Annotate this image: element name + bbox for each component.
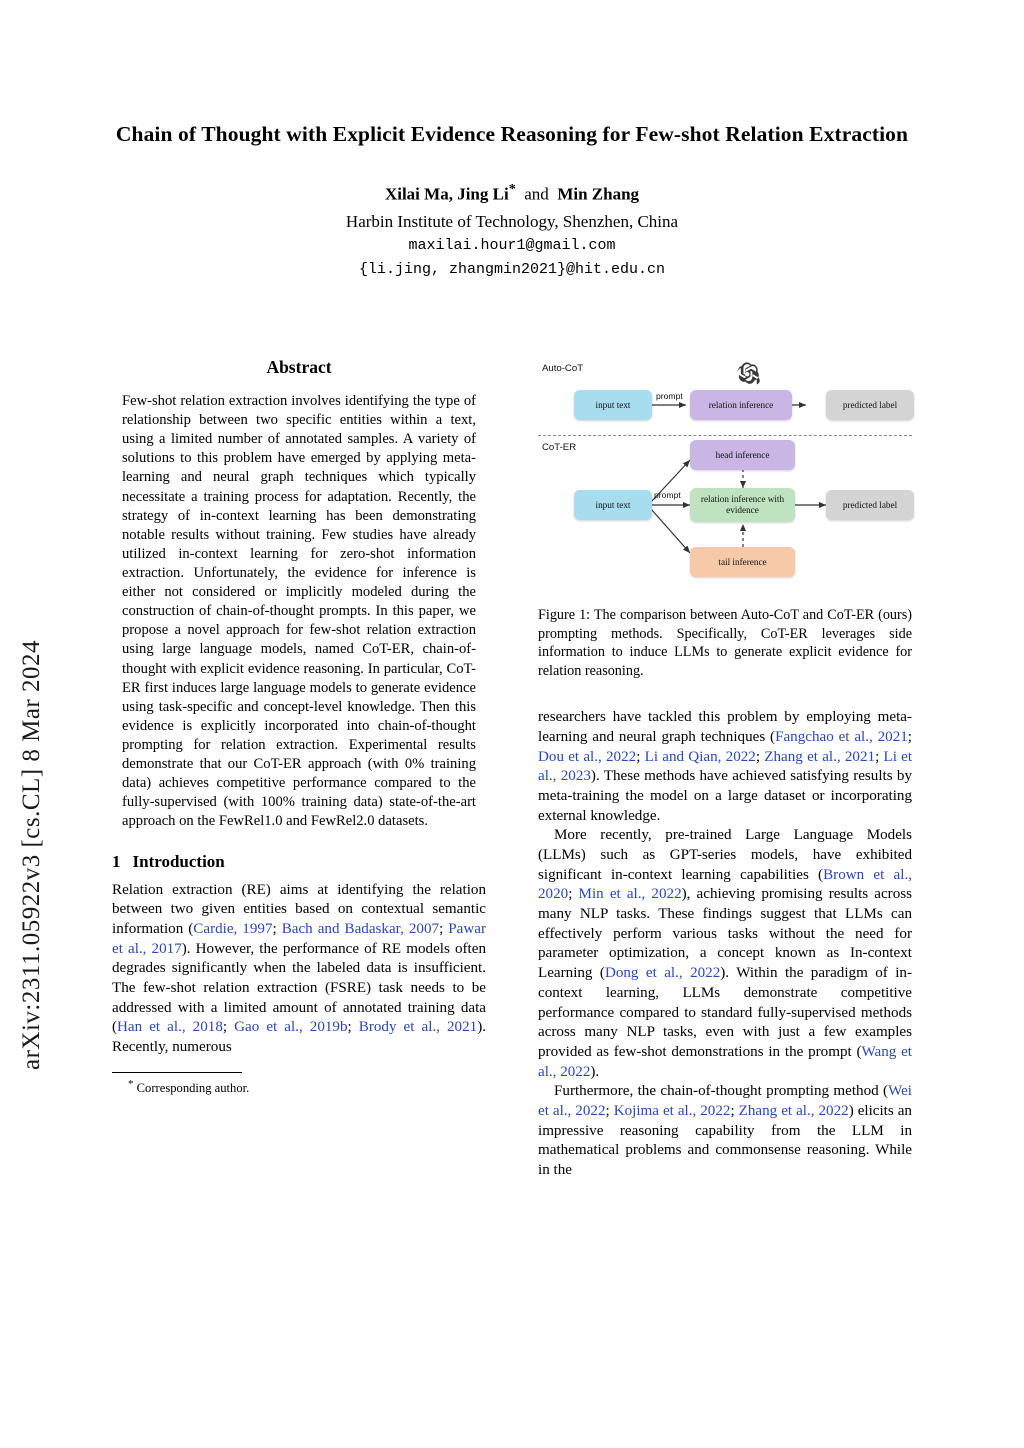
figure-caption-prefix: Figure 1: (538, 607, 594, 624)
figure-box-head-inference: head inference (690, 440, 795, 470)
figure-box-tail-inference: tail inference (690, 547, 795, 577)
text-run: More recently, pre-trained Large Language Models (LLMs) such as GPT-series models, have exhibited significant in-context learning capabilities ( (538, 827, 912, 883)
abstract-body (112, 392, 486, 832)
text-run: ; (730, 1102, 739, 1119)
citation-li-qian-2022[interactable]: Li and Qian, 2022 (644, 748, 756, 765)
figure-box-predicted-label-top: predicted label (826, 390, 914, 420)
right-paragraph-2 (538, 826, 912, 1082)
text-run: ). Recently, numerous (112, 1019, 486, 1056)
author-conjunction: and (515, 184, 558, 204)
text-run: ; (568, 886, 579, 903)
citation-fangchao-2021[interactable]: Fangchao et al., 2021 (775, 728, 908, 745)
author-list (112, 179, 912, 207)
footnote-text: Corresponding author. (136, 1080, 250, 1095)
email-line-1: maxilai.hour1@gmail.com (408, 237, 616, 255)
text-run: researchers have tackled this problem by employing meta-learning and neural graph techniques ( (538, 709, 912, 745)
citation-wei-2022[interactable]: Wei et al., 2022 (538, 1083, 912, 1119)
text-run: Furthermore, the chain-of-thought prompting method ( (554, 1083, 889, 1100)
citation-kojima-2022[interactable]: Kojima et al., 2022 (613, 1102, 731, 1119)
figure-caption-text: The comparison between Auto-CoT and CoT-ER (ours) prompting methods. Specifically, CoT-ER leverages side information to induce LLMs to generate explicit evidence for relation reasoning. (538, 607, 912, 679)
figure-prompt-label-top: prompt (656, 391, 683, 401)
figure-label-autocot: Auto-CoT (542, 363, 584, 374)
figure-label-coter: CoT-ER (542, 442, 577, 453)
text-run: ) elicits an impressive reasoning capability from the LLM in mathematical problems and commonsense reasoning. While in the (538, 1102, 912, 1178)
text-run: ; (875, 748, 884, 765)
citation-zhang-2022[interactable]: Zhang et al., 2022 (738, 1102, 849, 1119)
right-column (538, 357, 912, 1181)
openai-logo-icon (734, 360, 760, 386)
intro-paragraph-1 (112, 881, 486, 1058)
citation-wang-2022[interactable]: Wang et al., 2022 (538, 1043, 912, 1080)
text-run: ). Within the paradigm of in-context learning, LLMs demonstrate competitive performance compared to standard fully-supervised methods across many NLP tasks, even with just a few examples provided as few-shot demonstrations in the prompt ( (538, 965, 912, 1060)
text-run: ). These methods have achieved satisfying results by meta-training the model on a large dataset or incorporating external knowledge. (538, 768, 912, 824)
text-run: ; (755, 748, 765, 765)
footnote (112, 1073, 486, 1096)
page-title: Chain of Thought with Explicit Evidence Reasoning for Few-shot Relation Extraction (115, 122, 909, 146)
author-names: Xilai Ma, Jing Li (384, 184, 509, 204)
corresponding-author-marker: * (508, 180, 516, 197)
text-run: ). However, the performance of RE models often degrades significantly when the labeled data is insufficient. The few-shot relation extraction (FSRE) task needs to be addressed with a limited amount of annotated training data ( (112, 940, 486, 1036)
figure-box-input-text-top: input text (574, 390, 652, 420)
text-run: ; (222, 1019, 235, 1036)
figure-1 (538, 357, 912, 592)
right-paragraph-1 (538, 708, 912, 826)
section-title: Introduction (132, 851, 225, 871)
citation-cardie-1997[interactable]: Cardie, 1997 (193, 920, 273, 937)
two-column-body (112, 357, 912, 1357)
email-line-2: {li.jing, zhangmin2021}@hit.edu.cn (358, 260, 666, 278)
citation-han-2018[interactable]: Han et al., 2018 (117, 1019, 223, 1036)
affiliation: Harbin Institute of Technology, Shenzhen, China (345, 211, 679, 231)
text-run: ; (907, 728, 912, 745)
text-run: ; (347, 1019, 359, 1036)
citation-brody-2021[interactable]: Brody et al., 2021 (358, 1019, 478, 1036)
section-heading-introduction (112, 852, 486, 872)
figure-box-input-text-bottom: input text (574, 490, 652, 520)
author-last: Min Zhang (557, 184, 640, 204)
text-run: ; (636, 748, 645, 765)
abstract-heading: Abstract (266, 357, 332, 377)
figure-box-relation-inference: relation inference (690, 390, 792, 420)
text-run: ). (590, 1063, 600, 1080)
figure-box-relation-inference-with-evidence: relation inference with evidence (690, 488, 795, 522)
figure-section-divider (538, 435, 912, 436)
text-run: ; (439, 920, 449, 937)
citation-gao-2019b[interactable]: Gao et al., 2019b (234, 1019, 348, 1036)
footnote-marker: * (128, 1077, 134, 1090)
text-run: Relation extraction (RE) aims at identifying the relation between two given entities based on contextual semantic information ( (112, 881, 486, 937)
figure-box-predicted-label-bottom: predicted label (826, 490, 914, 520)
citation-dong-2022[interactable]: Dong et al., 2022 (604, 965, 721, 982)
citation-brown-2020[interactable]: Brown et al., 2020 (538, 866, 912, 903)
citation-dou-2022[interactable]: Dou et al., 2022 (538, 748, 637, 765)
arxiv-stamp: arXiv:2311.05922v3 [cs.CL] 8 Mar 2024 (18, 639, 45, 1070)
citation-min-2022[interactable]: Min et al., 2022 (578, 886, 682, 903)
figure-caption (538, 606, 912, 680)
left-column (112, 357, 486, 1096)
figure-prompt-label-bottom: prompt (654, 490, 681, 500)
abstract-paragraph: Few-shot relation extraction involves identifying the type of relationship between two specific entities within a text, using a limited number of annotated samples. A variety of solutions to this problem have emerged by applying meta-learning and neural graph techniques which typically necessitate a training process for adaptation. Recently, the strategy of in-context learning has been demonstrating notable results without training. Few studies have already utilized in-context learning for zero-shot information extraction. Unfortunately, the evidence for inference is either not considered or implicitly modeled during the construction of chain-of-thought prompts. In this paper, we propose a novel approach for few-shot relation extraction using large language models, named CoT-ER, chain-of-thought with explicit evidence reasoning. In particular, CoT-ER first induces large language models to generate evidence using task-specific and concept-level knowledge. Then this evidence is explicitly incorporated into chain-of-thought prompting for relation extraction. Experimental results demonstrate that our CoT-ER approach (with 0% training data) achieves competitive performance compared to the fully-supervised (with 100% training data) state-of-the-art approach on the FewRel1.0 and FewRel2.0 datasets. (122, 393, 476, 830)
paper-header (112, 120, 912, 281)
right-paragraph-3 (538, 1082, 912, 1180)
section-number: 1 (112, 851, 121, 871)
citation-pawar-2017[interactable]: Pawar et al., 2017 (112, 920, 486, 957)
text-run: ), achieving promising results across many NLP tasks. These findings suggest that LLMs can effectively perform various tasks without the need for parameter optimization, a concept known as In-context Learning ( (538, 886, 912, 982)
citation-zhang-2021[interactable]: Zhang et al., 2021 (764, 748, 876, 765)
citation-bach-badaskar-2007[interactable]: Bach and Badaskar, 2007 (281, 920, 440, 937)
text-run: ; (272, 920, 282, 937)
text-run: ; (605, 1102, 614, 1119)
citation-li-2023[interactable]: Li et al., 2023 (538, 748, 913, 785)
